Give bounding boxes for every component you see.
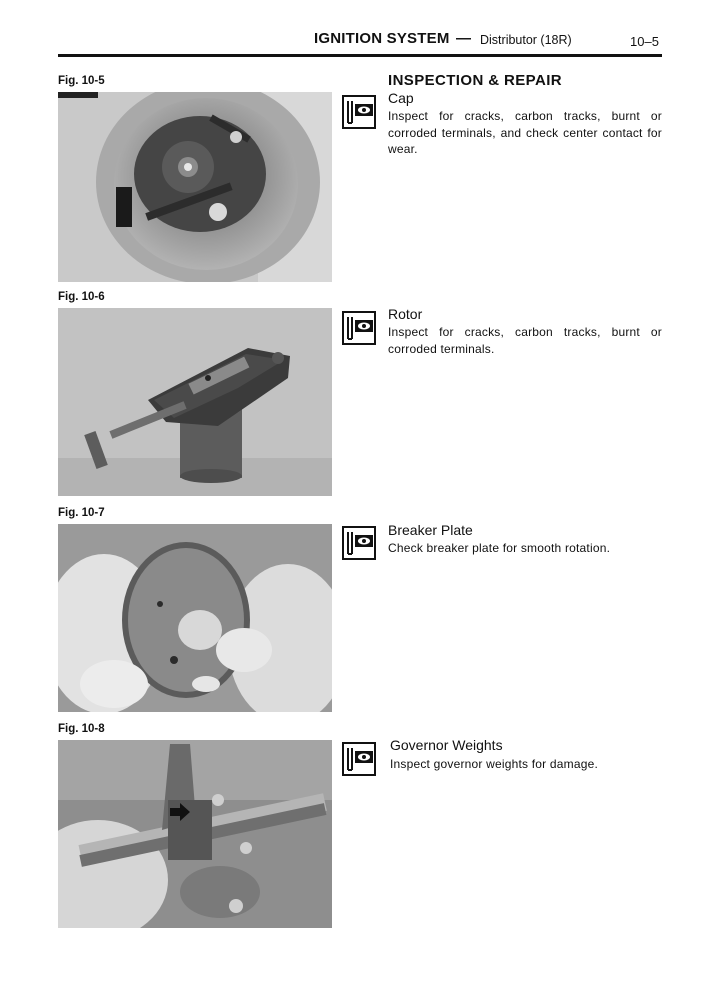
figure-label: Fig. 10-8: [58, 723, 105, 735]
section-heading: INSPECTION & REPAIR: [388, 72, 563, 89]
figure-label: Fig. 10-6: [58, 291, 105, 303]
breaker-plate-photo: [58, 524, 332, 712]
item-body: Inspect for cracks, carbon tracks, burnt or corroded terminals.: [388, 325, 662, 356]
header-rule: [58, 54, 662, 57]
item-title: Breaker Plate: [388, 522, 473, 538]
header-dash: —: [456, 30, 471, 47]
item-body: Check breaker plate for smooth rotation.: [388, 541, 611, 555]
rotor-photo: [58, 308, 332, 496]
figure-label: Fig. 10-7: [58, 507, 105, 519]
inspect-eye-icon: [342, 311, 376, 345]
inspect-eye-icon: [342, 95, 376, 129]
figure-label: Fig. 10-5: [58, 75, 105, 87]
item-title: Governor Weights: [390, 737, 503, 753]
item-body: Inspect governor weights for damage.: [390, 757, 598, 771]
chapter-title: IGNITION SYSTEM: [314, 30, 450, 47]
item-title: Cap: [388, 90, 414, 106]
governor-weights-photo: [58, 740, 332, 928]
page-number: 10–5: [630, 34, 659, 49]
distributor-cap-photo: [58, 92, 332, 282]
inspect-eye-icon: [342, 742, 376, 776]
chapter-subtitle: Distributor (18R): [480, 33, 572, 47]
item-title: Rotor: [388, 306, 423, 322]
inspect-eye-icon: [342, 526, 376, 560]
item-body: Inspect for cracks, carbon tracks, burnt or corroded terminals, and check center contact for wear.: [388, 109, 662, 156]
